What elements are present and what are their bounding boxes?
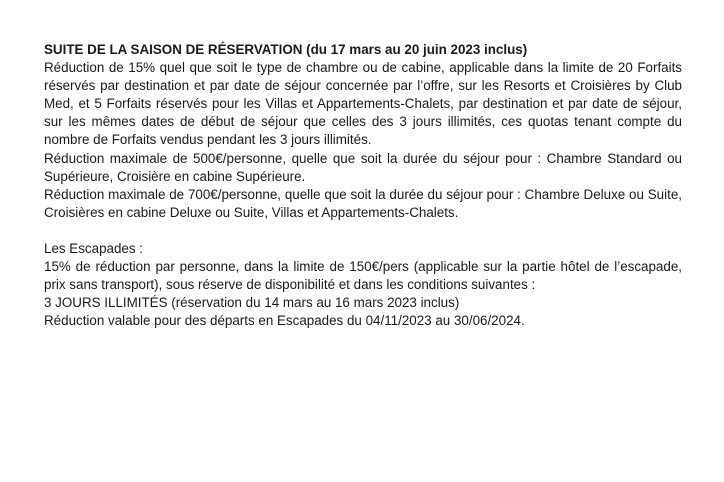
discount-conditions-paragraph: Réduction de 15% quel que soit le type de chambre ou de cabine, applicable dans la limite de 20 Forfaits réservés par destination et par date de séjour concernée par l’offre, sur les Resorts et Croisières by Club Med, et 5 Forfaits réservés pour les Villas et Appartements-Chalets, par destination et par date de séjour, sur les mêmes dates de début de séjour que celles des 3 jours illimités, ces quotas tenant compte du nombre de Forfaits vendus pendant les 3 jours illimités. xyxy=(44,60,682,148)
document-body xyxy=(44,41,682,330)
max-discount-700-paragraph: Réduction maximale de 700€/personne, quelle que soit la durée du séjour pour : Chambre Deluxe ou Suite, Croisières en cabine Deluxe ou Suite, Villas et Appartements-Chalets. xyxy=(44,186,682,220)
section-spacer xyxy=(44,222,682,240)
escapades-title: Les Escapades : xyxy=(44,240,144,256)
escapades-discount-paragraph: 15% de réduction par personne, dans la limite de 150€/pers (applicable sur la partie hôtel de l’escapade, prix sans transport), sous réserve de disponibilité et dans les conditions suivantes : xyxy=(44,259,682,293)
max-discount-500-paragraph: Réduction maximale de 500€/personne, quelle que soit la durée du séjour pour : Chambre Standard ou Supérieure, Croisière en cabine Supérieure. xyxy=(44,150,682,184)
section-heading: SUITE DE LA SAISON DE RÉSERVATION (du 17 mars au 20 juin 2023 inclus) xyxy=(44,42,528,57)
escapades-booking-period: 3 JOURS ILLIMITÉS (réservation du 14 mars au 16 mars 2023 inclus) xyxy=(44,295,460,311)
escapades-validity-period: Réduction valable pour des départs en Escapades du 04/11/2023 au 30/06/2024. xyxy=(44,313,525,329)
